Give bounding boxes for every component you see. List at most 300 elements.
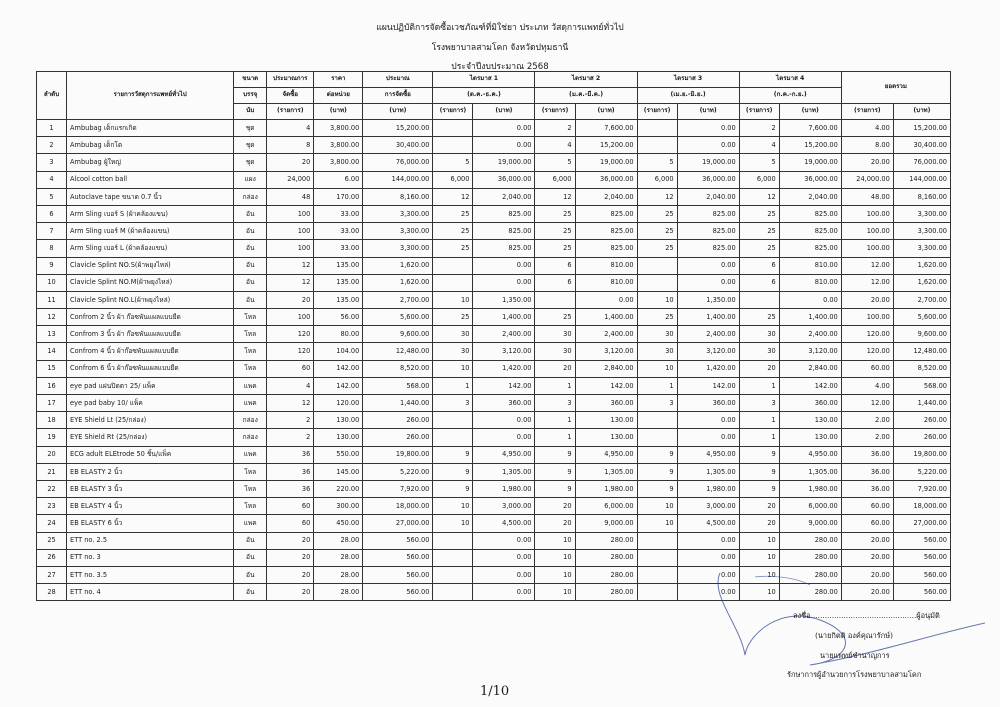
table-cell: EB ELASTY 3 นิ้ว — [67, 480, 234, 497]
table-cell: 20.00 — [841, 549, 893, 566]
table-cell: 130.00 — [779, 412, 841, 429]
table-cell: 20 — [267, 532, 314, 549]
table-cell: 15,200.00 — [779, 137, 841, 154]
table-cell: 20.00 — [841, 154, 893, 171]
table-cell: 80.00 — [314, 326, 363, 343]
signer-name: (นายกิตติ องค์คุณารักษ์) — [815, 631, 893, 640]
table-cell: 100.00 — [841, 309, 893, 326]
table-cell: 5,220.00 — [893, 463, 950, 480]
table-cell: 19 — [37, 429, 67, 446]
table-cell: 560.00 — [363, 566, 433, 583]
table-cell: eye pad baby 10/ แพ็ค — [67, 395, 234, 412]
table-cell: 3,120.00 — [779, 343, 841, 360]
table-cell: 260.00 — [363, 429, 433, 446]
table-cell: 1,350.00 — [677, 291, 739, 308]
table-cell: 9 — [637, 446, 677, 463]
table-cell: 142.00 — [314, 360, 363, 377]
table-cell: 30 — [637, 343, 677, 360]
table-cell: 100 — [267, 205, 314, 222]
table-cell: 0.00 — [677, 412, 739, 429]
table-cell: อัน — [234, 584, 267, 601]
table-cell: 25 — [535, 223, 575, 240]
table-cell: 4,950.00 — [575, 446, 637, 463]
table-cell: 12 — [433, 188, 473, 205]
table-cell: 300.00 — [314, 498, 363, 515]
table-cell: 30 — [739, 326, 779, 343]
table-cell: 4 — [267, 377, 314, 394]
table-cell: 135.00 — [314, 274, 363, 291]
table-cell: 25 — [433, 240, 473, 257]
table-cell — [535, 291, 575, 308]
table-cell: 3,120.00 — [575, 343, 637, 360]
table-cell: 33.00 — [314, 240, 363, 257]
table-cell: 142.00 — [473, 377, 535, 394]
table-cell: 60 — [267, 360, 314, 377]
header-total-baht: (บาท) — [893, 104, 950, 120]
table-cell: 36 — [267, 463, 314, 480]
table-cell: 130.00 — [314, 412, 363, 429]
table-cell: 0.00 — [677, 584, 739, 601]
table-cell: 20 — [535, 360, 575, 377]
table-cell: 3,300.00 — [893, 223, 950, 240]
table-cell: ชุด — [234, 120, 267, 137]
table-cell: 56.00 — [314, 309, 363, 326]
table-cell: 825.00 — [677, 223, 739, 240]
table-cell: 568.00 — [363, 377, 433, 394]
table-cell: 1,350.00 — [473, 291, 535, 308]
table-cell: 76,000.00 — [893, 154, 950, 171]
table-cell: 5,600.00 — [363, 309, 433, 326]
table-cell: 825.00 — [779, 223, 841, 240]
table-cell: 1,620.00 — [893, 274, 950, 291]
table-cell — [739, 291, 779, 308]
header-q3: ไตรมาส 3 — [637, 72, 739, 88]
table-cell: 19,800.00 — [893, 446, 950, 463]
table-cell: 100 — [267, 309, 314, 326]
table-row — [37, 412, 951, 429]
table-cell: 825.00 — [473, 205, 535, 222]
table-cell: 26 — [37, 549, 67, 566]
table-cell: 360.00 — [779, 395, 841, 412]
table-cell: 6 — [739, 257, 779, 274]
table-cell: 12 — [267, 257, 314, 274]
table-cell: 2,400.00 — [677, 326, 739, 343]
table-cell: 3,300.00 — [893, 205, 950, 222]
table-cell: 810.00 — [779, 257, 841, 274]
table-cell: 9 — [433, 463, 473, 480]
table-cell: 20 — [739, 498, 779, 515]
table-cell: ETT no. 2.5 — [67, 532, 234, 549]
table-cell: 10 — [433, 291, 473, 308]
table-cell: 7,600.00 — [779, 120, 841, 137]
table-cell: 10 — [637, 498, 677, 515]
table-cell: 6,000 — [535, 171, 575, 188]
table-cell: 5,220.00 — [363, 463, 433, 480]
table-cell: 21 — [37, 463, 67, 480]
header-q4-months: (ก.ค.-ก.ย.) — [739, 88, 841, 104]
table-cell: 0.00 — [473, 549, 535, 566]
table-cell: โหล — [234, 309, 267, 326]
table-cell: 0.00 — [677, 532, 739, 549]
table-cell: 17 — [37, 395, 67, 412]
table-cell — [637, 566, 677, 583]
header-item: รายการวัสดุการแพทย์ทั่วไป — [67, 72, 234, 120]
table-cell: 3,300.00 — [363, 240, 433, 257]
table-cell: 10 — [637, 515, 677, 532]
table-cell — [433, 412, 473, 429]
header-qty-1: ประมาณการ — [267, 72, 314, 88]
table-cell: 3,300.00 — [893, 240, 950, 257]
header-q3-items: (รายการ) — [637, 104, 677, 120]
table-cell: 20 — [37, 446, 67, 463]
header-unit-2: บรรจุ — [234, 88, 267, 104]
table-cell — [637, 274, 677, 291]
table-row — [37, 171, 951, 188]
table-cell: 2.00 — [841, 412, 893, 429]
table-cell: อัน — [234, 205, 267, 222]
table-cell: 825.00 — [473, 240, 535, 257]
table-row — [37, 429, 951, 446]
table-cell: 1,420.00 — [473, 360, 535, 377]
table-cell: 9 — [37, 257, 67, 274]
table-cell: 9 — [637, 480, 677, 497]
table-row — [37, 205, 951, 222]
table-row — [37, 274, 951, 291]
table-cell: eye pad แผ่นปิดตา 25/ แพ็ค — [67, 377, 234, 394]
header-q3-baht: (บาท) — [677, 104, 739, 120]
table-cell: 0.00 — [473, 532, 535, 549]
table-cell: 3,120.00 — [473, 343, 535, 360]
table-cell: 2 — [267, 429, 314, 446]
table-row — [37, 343, 951, 360]
table-cell: 550.00 — [314, 446, 363, 463]
table-cell: 825.00 — [575, 223, 637, 240]
table-cell: 30 — [433, 326, 473, 343]
table-row — [37, 240, 951, 257]
procurement-table — [36, 71, 951, 601]
header-budget-1: ประมาณ — [363, 72, 433, 88]
table-cell: Arm Sling เบอร์ L (ผ้าคล้องแขน) — [67, 240, 234, 257]
table-cell: 10 — [535, 532, 575, 549]
table-cell: 28.00 — [314, 584, 363, 601]
table-cell: Ambubag เด็กโต — [67, 137, 234, 154]
table-cell: 30 — [739, 343, 779, 360]
header-q4: ไตรมาส 4 — [739, 72, 841, 88]
table-cell: Autoclave tape ขนาด 0.7 นิ้ว — [67, 188, 234, 205]
table-cell: อัน — [234, 240, 267, 257]
table-cell: 12 — [267, 274, 314, 291]
table-cell: 560.00 — [893, 566, 950, 583]
table-cell: 25 — [637, 309, 677, 326]
table-cell: 3 — [37, 154, 67, 171]
table-cell: 2,400.00 — [575, 326, 637, 343]
table-cell: 130.00 — [779, 429, 841, 446]
table-cell: 3,000.00 — [473, 498, 535, 515]
table-cell: 7,920.00 — [893, 480, 950, 497]
table-cell: แพค — [234, 515, 267, 532]
table-cell: 10 — [739, 584, 779, 601]
table-cell: 24,000 — [267, 171, 314, 188]
table-cell: 3 — [535, 395, 575, 412]
table-cell: 1,620.00 — [893, 257, 950, 274]
table-row — [37, 395, 951, 412]
table-cell: 25 — [739, 205, 779, 222]
table-row — [37, 223, 951, 240]
table-cell: 0.00 — [473, 429, 535, 446]
table-cell: 10 — [739, 549, 779, 566]
table-cell: 4 — [535, 137, 575, 154]
table-cell: Clavicle Splint NO.L(ผ้าพยุงไหล่) — [67, 291, 234, 308]
table-cell: ETT no. 4 — [67, 584, 234, 601]
table-cell: 25 — [739, 223, 779, 240]
table-cell: 3,300.00 — [363, 223, 433, 240]
table-cell: 0.00 — [677, 274, 739, 291]
table-cell: 260.00 — [363, 412, 433, 429]
table-cell: 30 — [535, 326, 575, 343]
table-cell: ชุด — [234, 154, 267, 171]
table-cell — [637, 120, 677, 137]
table-cell: 36,000.00 — [779, 171, 841, 188]
table-cell: 8.00 — [841, 137, 893, 154]
table-cell — [637, 584, 677, 601]
table-cell: 260.00 — [893, 429, 950, 446]
table-row — [37, 291, 951, 308]
table-cell: 4,500.00 — [677, 515, 739, 532]
table-cell: 20 — [267, 549, 314, 566]
table-row — [37, 309, 951, 326]
table-cell: 280.00 — [779, 549, 841, 566]
table-cell: 560.00 — [363, 549, 433, 566]
header-qty-3: (รายการ) — [267, 104, 314, 120]
table-cell: 120 — [267, 326, 314, 343]
header-price-1: ราคา — [314, 72, 363, 88]
table-cell: โหล — [234, 326, 267, 343]
table-cell: แพค — [234, 395, 267, 412]
table-cell: 23 — [37, 498, 67, 515]
table-cell: 5 — [535, 154, 575, 171]
table-cell: 60 — [267, 515, 314, 532]
table-cell: 3,800.00 — [314, 154, 363, 171]
table-cell: 144,000.00 — [363, 171, 433, 188]
table-cell: 8,160.00 — [363, 188, 433, 205]
table-cell: 36 — [267, 446, 314, 463]
table-cell: 25 — [37, 532, 67, 549]
table-cell: 280.00 — [779, 566, 841, 583]
table-row — [37, 326, 951, 343]
table-cell: 3 — [433, 395, 473, 412]
header-q1: ไตรมาส 1 — [433, 72, 535, 88]
header-price-3: (บาท) — [314, 104, 363, 120]
table-cell: 36.00 — [841, 446, 893, 463]
table-cell: อัน — [234, 549, 267, 566]
table-cell: 2 — [535, 120, 575, 137]
table-cell: 825.00 — [473, 223, 535, 240]
table-cell: 1,305.00 — [575, 463, 637, 480]
table-cell: 1,440.00 — [893, 395, 950, 412]
table-cell — [637, 257, 677, 274]
table-cell: 12.00 — [841, 257, 893, 274]
table-cell: 36,000.00 — [473, 171, 535, 188]
table-cell: 560.00 — [363, 532, 433, 549]
header-unit-1: ขนาด — [234, 72, 267, 88]
table-cell: 8,160.00 — [893, 188, 950, 205]
table-cell: 130.00 — [575, 429, 637, 446]
table-cell: 1 — [739, 429, 779, 446]
table-cell: Alcool cotton ball — [67, 171, 234, 188]
table-cell: 20.00 — [841, 291, 893, 308]
fiscal-year: ประจำปีงบประมาณ 2568 — [451, 62, 549, 72]
table-cell — [433, 566, 473, 583]
table-cell: 12 — [535, 188, 575, 205]
table-cell: Clavicle Splint NO.M(ผ้าพยุงไหล่) — [67, 274, 234, 291]
table-cell: 5 — [637, 154, 677, 171]
table-cell: 30 — [535, 343, 575, 360]
table-cell: 60.00 — [841, 515, 893, 532]
table-cell: 1 — [433, 377, 473, 394]
table-cell: 1,305.00 — [473, 463, 535, 480]
table-cell: 2,040.00 — [779, 188, 841, 205]
table-cell: 560.00 — [893, 584, 950, 601]
table-cell: 1,305.00 — [677, 463, 739, 480]
table-cell: 6 — [535, 274, 575, 291]
table-cell: 16 — [37, 377, 67, 394]
table-cell: 8 — [267, 137, 314, 154]
table-cell: 3,800.00 — [314, 137, 363, 154]
table-cell: 25 — [637, 240, 677, 257]
table-row — [37, 360, 951, 377]
table-cell: 0.00 — [779, 291, 841, 308]
table-cell: 15,200.00 — [575, 137, 637, 154]
table-cell: 1 — [535, 377, 575, 394]
table-cell: 24,000.00 — [841, 171, 893, 188]
table-cell: 0.00 — [677, 257, 739, 274]
table-cell: 24 — [37, 515, 67, 532]
table-cell: 0.00 — [473, 566, 535, 583]
table-cell: 3 — [637, 395, 677, 412]
table-cell: 1,980.00 — [575, 480, 637, 497]
table-row — [37, 515, 951, 532]
table-cell: 130.00 — [575, 412, 637, 429]
table-cell: 25 — [637, 205, 677, 222]
page-number: 1/10 — [480, 684, 510, 699]
table-cell: 27,000.00 — [893, 515, 950, 532]
table-cell: 825.00 — [677, 205, 739, 222]
table-cell: 13 — [37, 326, 67, 343]
table-cell: 5 — [37, 188, 67, 205]
table-cell: 19,000.00 — [575, 154, 637, 171]
table-cell — [433, 120, 473, 137]
table-cell: 280.00 — [575, 532, 637, 549]
table-cell: Arm Sling เบอร์ S (ผ้าคล้องแขน) — [67, 205, 234, 222]
table-cell: 25 — [535, 205, 575, 222]
table-cell: 20.00 — [841, 532, 893, 549]
table-cell: 30,400.00 — [363, 137, 433, 154]
table-cell: 135.00 — [314, 257, 363, 274]
table-cell: 6.00 — [314, 171, 363, 188]
table-cell: 22 — [37, 480, 67, 497]
table-cell: Ambubag ผู้ใหญ่ — [67, 154, 234, 171]
table-cell: 3,800.00 — [314, 120, 363, 137]
table-cell: 20 — [535, 498, 575, 515]
table-cell: 9 — [535, 463, 575, 480]
table-cell: 3,120.00 — [677, 343, 739, 360]
table-cell — [637, 549, 677, 566]
table-cell: 280.00 — [779, 532, 841, 549]
header-q4-items: (รายการ) — [739, 104, 779, 120]
table-cell: 9 — [535, 446, 575, 463]
table-cell: EB ELASTY 2 นิ้ว — [67, 463, 234, 480]
table-cell: 12 — [37, 309, 67, 326]
table-cell — [637, 137, 677, 154]
table-cell: 5 — [433, 154, 473, 171]
table-cell: 142.00 — [314, 377, 363, 394]
table-cell: 2 — [739, 120, 779, 137]
table-row — [37, 498, 951, 515]
table-cell: 1,620.00 — [363, 257, 433, 274]
table-cell: 7,920.00 — [363, 480, 433, 497]
header-unit-3: นับ — [234, 104, 267, 120]
table-cell: 4 — [739, 137, 779, 154]
table-cell: 4 — [267, 120, 314, 137]
table-cell: 6,000 — [739, 171, 779, 188]
table-cell: 0.00 — [473, 584, 535, 601]
table-cell: 8,520.00 — [363, 360, 433, 377]
table-cell: 11 — [37, 291, 67, 308]
table-cell: 25 — [637, 223, 677, 240]
table-cell: 28 — [37, 584, 67, 601]
table-cell: 60 — [267, 498, 314, 515]
table-cell: กล่อง — [234, 429, 267, 446]
table-cell: 28.00 — [314, 532, 363, 549]
table-cell: 0.00 — [473, 120, 535, 137]
table-cell: Confrom 4 นิ้ว ผ้าก๊อซพันแผลแบบยืด — [67, 343, 234, 360]
table-cell: 100 — [267, 240, 314, 257]
table-cell: 15,200.00 — [363, 120, 433, 137]
table-cell: 825.00 — [575, 240, 637, 257]
table-cell: Arm Sling เบอร์ M (ผ้าคล้องแขน) — [67, 223, 234, 240]
table-cell: Ambubag เด็กแรกเกิด — [67, 120, 234, 137]
table-cell: 36.00 — [841, 463, 893, 480]
table-cell — [433, 532, 473, 549]
table-row — [37, 377, 951, 394]
table-cell: 280.00 — [575, 584, 637, 601]
table-cell: 15 — [37, 360, 67, 377]
table-cell — [637, 532, 677, 549]
table-cell: 19,000.00 — [779, 154, 841, 171]
table-row — [37, 463, 951, 480]
table-cell: 0.00 — [677, 566, 739, 583]
table-cell: 19,800.00 — [363, 446, 433, 463]
table-cell: โหล — [234, 343, 267, 360]
table-cell: EYE Shield Lt (25/กล่อง) — [67, 412, 234, 429]
header-total-items: (รายการ) — [841, 104, 893, 120]
table-cell: โหล — [234, 480, 267, 497]
table-cell: 0.00 — [677, 137, 739, 154]
table-cell: โหล — [234, 463, 267, 480]
table-cell: 825.00 — [677, 240, 739, 257]
table-cell: 12.00 — [841, 274, 893, 291]
table-cell: 825.00 — [779, 240, 841, 257]
table-cell: 450.00 — [314, 515, 363, 532]
table-cell — [637, 429, 677, 446]
table-cell: 100 — [267, 223, 314, 240]
table-cell: 2,400.00 — [779, 326, 841, 343]
table-cell: 2,840.00 — [779, 360, 841, 377]
document-title: แผนปฏิบัติการจัดซื้อเวชภัณฑ์ที่มิใช่ยา ประเภท วัสดุการแพทย์ทั่วไป — [376, 23, 624, 33]
table-cell: 1,980.00 — [779, 480, 841, 497]
table-row — [37, 480, 951, 497]
header-q1-baht: (บาท) — [473, 104, 535, 120]
